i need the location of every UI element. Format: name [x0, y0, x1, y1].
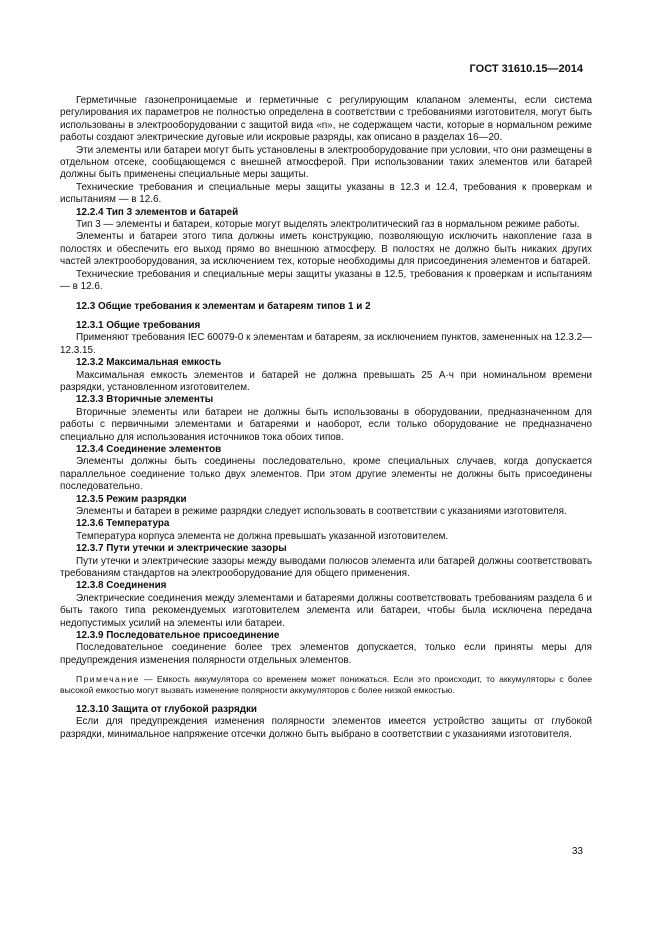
section-heading: 12.3.2 Максимальная емкость: [76, 357, 222, 369]
note-label: Примечание: [76, 674, 140, 685]
section-heading: 12.3.6 Температура: [76, 518, 170, 530]
section-heading: 12.3 Общие требования к элементам и батареям типов 1 и 2: [76, 300, 371, 312]
body-paragraph: Элементы и батареи этого типа должны иметь конструкцию, позволяющую исключить накопление газа в полостях и обеспечить его выход прямо во внешнюю атмосферу. В полостях не должно быть никаких других частей электрооборудования, за исключением тех, которые необходимы для присоединения элементов и батарей.: [60, 231, 592, 268]
body-paragraph: Максимальная емкость элементов и батарей не должна превышать 25 А·ч при номинальном времени разрядки, установленном изготовителем.: [60, 369, 592, 393]
section-heading: 12.3.5 Режим разрядки: [76, 493, 187, 505]
note-paragraph: [60, 674, 592, 696]
document-header: ГОСТ 31610.15—2014: [469, 63, 583, 75]
document-body: [60, 95, 592, 741]
section-heading: 12.3.1 Общие требования: [76, 319, 201, 331]
note-text: — Емкость аккумулятора со временем может понижаться. Если это происходит, то аккумуляторы с более высокой емкостью могут вызвать изменение полярности аккумуляторов с более низкой емкостью.: [60, 674, 592, 696]
page-number: 33: [571, 846, 583, 857]
section-heading: 12.3.7 Пути утечки и электрические зазоры: [76, 543, 287, 555]
body-paragraph: Температура корпуса элемента не должна превышать указанной изготовителем.: [76, 530, 449, 542]
body-paragraph: Электрические соединения между элементами и батареями должны соответствовать требованиям раздела 6 и быть такого типа рекомендуемых изготовителем элемента или батареи, чтобы была исключена передача недопустимых усилий на элементы или батареи.: [60, 592, 592, 629]
body-paragraph: Элементы должны быть соединены последовательно, кроме специальных случаев, когда допускается параллельное соединение только двух элементов. При этом другие элементы не должны быть присоединены последовательно.: [60, 456, 592, 493]
body-paragraph: Тип 3 — элементы и батареи, которые могут выделять электролитический газ в нормальном режиме работы.: [76, 219, 580, 231]
body-paragraph: Если для предупреждения изменения полярности элементов имеется устройство защиты от глубокой разрядки, минимальное напряжение отсечки должно быть выбрано в соответствии с указаниями изготовителя.: [60, 716, 592, 740]
body-paragraph: Пути утечки и электрические зазоры между выводами полюсов элемента или батарей должны соответствовать требованиям стандартов на электрооборудование для общего применения.: [60, 555, 592, 580]
body-paragraph: Применяют требования IEC 60079-0 к элементам и батареям, за исключением пунктов, замененных на 12.3.2—12.3.15.: [60, 332, 592, 356]
section-heading: 12.3.3 Вторичные элементы: [76, 394, 214, 406]
body-paragraph: Технические требования и специальные меры защиты указаны в 12.3 и 12.4, требования к проверкам и испытаниям — в 12.6.: [60, 181, 592, 206]
body-paragraph: Эти элементы или батареи могут быть установлены в электрооборудование при условии, что они размещены в отдельном отсеке, сообщающемся с внешней атмосферой. При использовании таких элементов или батарей должны быть применены специальные меры защиты.: [60, 144, 592, 181]
section-heading: 12.3.10 Защита от глубокой разрядки: [76, 703, 257, 715]
body-paragraph: Вторичные элементы или батареи не должны быть использованы в оборудовании, предназначенном для работы с первичными элементами и батареями и наоборот, если только оборудование не предназначено специально для использования источников тока обоих типов.: [60, 406, 592, 443]
body-paragraph: Герметичные газонепроницаемые и герметичные с регулирующим клапаном элементы, если система регулирования их параметров не полностью определена в соответствии с требованиями изготовителя, могут быть использованы в электрооборудовании с защитой вида «n», не содержащем части, которые в нормальном режиме работы создают электрические дуговые или искровые разряды, как описано в разделах 16—20.: [60, 95, 592, 144]
section-heading: 12.3.9 Последовательное присоединение: [76, 630, 280, 642]
body-paragraph: Технические требования и специальные меры защиты указаны в 12.5, требования к проверкам и испытаниям — в 12.6.: [60, 268, 592, 293]
body-paragraph: Последовательное соединение более трех элементов допускается, только если приняты меры для предупреждения изменения полярности отдельных элементов.: [60, 642, 592, 666]
section-heading: 12.2.4 Тип 3 элементов и батарей: [76, 206, 239, 218]
section-heading: 12.3.4 Соединение элементов: [76, 443, 222, 455]
body-paragraph: Элементы и батареи в режиме разрядки следует использовать в соответствии с указаниями изготовителя.: [76, 506, 567, 517]
section-heading: 12.3.8 Соединения: [76, 580, 167, 592]
